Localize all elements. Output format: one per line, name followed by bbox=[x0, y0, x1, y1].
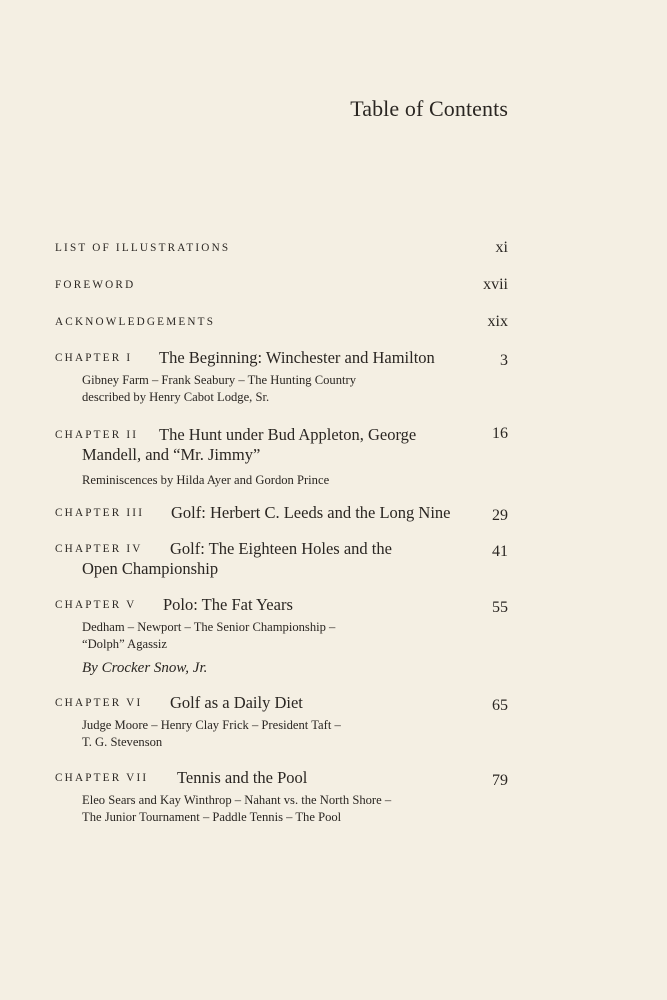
page-number: xi bbox=[495, 239, 508, 256]
subtopic-line: Gibney Farm – Frank Seabury – The Hunting Country bbox=[82, 373, 357, 387]
page-title: Table of Contents bbox=[350, 96, 508, 121]
page-number: xvii bbox=[483, 276, 508, 293]
subtopic-line: “Dolph” Agassiz bbox=[82, 636, 167, 651]
chapter-subtopics bbox=[82, 619, 508, 652]
toc-entry-chapter-4 bbox=[55, 539, 508, 579]
page-number: 41 bbox=[492, 543, 508, 560]
chapter-subtopics bbox=[82, 472, 508, 489]
page-number: 16 bbox=[492, 425, 508, 442]
toc-entry-chapter-1 bbox=[55, 348, 508, 405]
chapter-label: CHAPTER III bbox=[55, 507, 145, 519]
chapter-label: CHAPTER VII bbox=[55, 772, 149, 784]
chapter-label: CHAPTER V bbox=[55, 599, 137, 611]
subtopic-line: The Junior Tournament – Paddle Tennis – The Pool bbox=[82, 809, 342, 824]
page-number: 29 bbox=[492, 507, 508, 524]
chapter-title: The Beginning: Winchester and Hamilton bbox=[159, 348, 435, 367]
toc-entry-acknowledgements bbox=[55, 313, 508, 333]
chapter-label: CHAPTER IV bbox=[55, 543, 143, 555]
chapter-title-line: The Hunt under Bud Appleton, George bbox=[159, 425, 417, 444]
entry-label: FOREWORD bbox=[55, 279, 136, 291]
page-number: 55 bbox=[492, 599, 508, 616]
toc-entry-chapter-6 bbox=[55, 693, 508, 750]
chapter-title: Golf as a Daily Diet bbox=[170, 693, 303, 712]
chapter-subtopics bbox=[82, 717, 508, 750]
toc-entry-foreword bbox=[55, 276, 508, 296]
chapter-label: CHAPTER VI bbox=[55, 697, 143, 709]
subtopic-line: Dedham – Newport – The Senior Championship – bbox=[82, 620, 336, 634]
toc-entry-chapter-7 bbox=[55, 768, 508, 825]
chapter-byline: By Crocker Snow, Jr. bbox=[82, 660, 208, 676]
page-number: 65 bbox=[492, 697, 508, 714]
chapter-subtopics bbox=[82, 372, 508, 405]
entry-label: LIST OF ILLUSTRATIONS bbox=[55, 242, 231, 254]
toc-entry-chapter-3 bbox=[55, 503, 508, 523]
chapter-title-line: Golf: The Eighteen Holes and the bbox=[170, 539, 392, 558]
chapter-title: Tennis and the Pool bbox=[177, 768, 308, 787]
page-number: xix bbox=[487, 313, 508, 330]
page-number: 3 bbox=[500, 352, 508, 369]
chapter-title: Golf: Herbert C. Leeds and the Long Nine bbox=[171, 503, 451, 522]
subtopic-line: T. G. Stevenson bbox=[82, 734, 163, 749]
toc-entry-list-of-illustrations bbox=[55, 239, 508, 259]
subtopic-line: described by Henry Cabot Lodge, Sr. bbox=[82, 389, 270, 404]
chapter-title: Polo: The Fat Years bbox=[163, 595, 293, 614]
chapter-label: CHAPTER II bbox=[55, 429, 139, 441]
subtopic-line: Reminiscences by Hilda Ayer and Gordon Prince bbox=[82, 473, 330, 487]
chapter-label: CHAPTER I bbox=[55, 352, 133, 364]
toc-entry-chapter-2 bbox=[55, 425, 508, 489]
entry-label: ACKNOWLEDGEMENTS bbox=[55, 316, 216, 328]
toc-entry-chapter-5 bbox=[55, 595, 508, 677]
chapter-subtopics bbox=[82, 792, 508, 825]
chapter-title-line: Mandell, and “Mr. Jimmy” bbox=[82, 445, 261, 464]
subtopic-line: Eleo Sears and Kay Winthrop – Nahant vs. the North Shore – bbox=[82, 793, 392, 807]
subtopic-line: Judge Moore – Henry Clay Frick – President Taft – bbox=[82, 718, 341, 732]
chapter-title-line: Open Championship bbox=[82, 559, 219, 578]
page-number: 79 bbox=[492, 772, 508, 789]
